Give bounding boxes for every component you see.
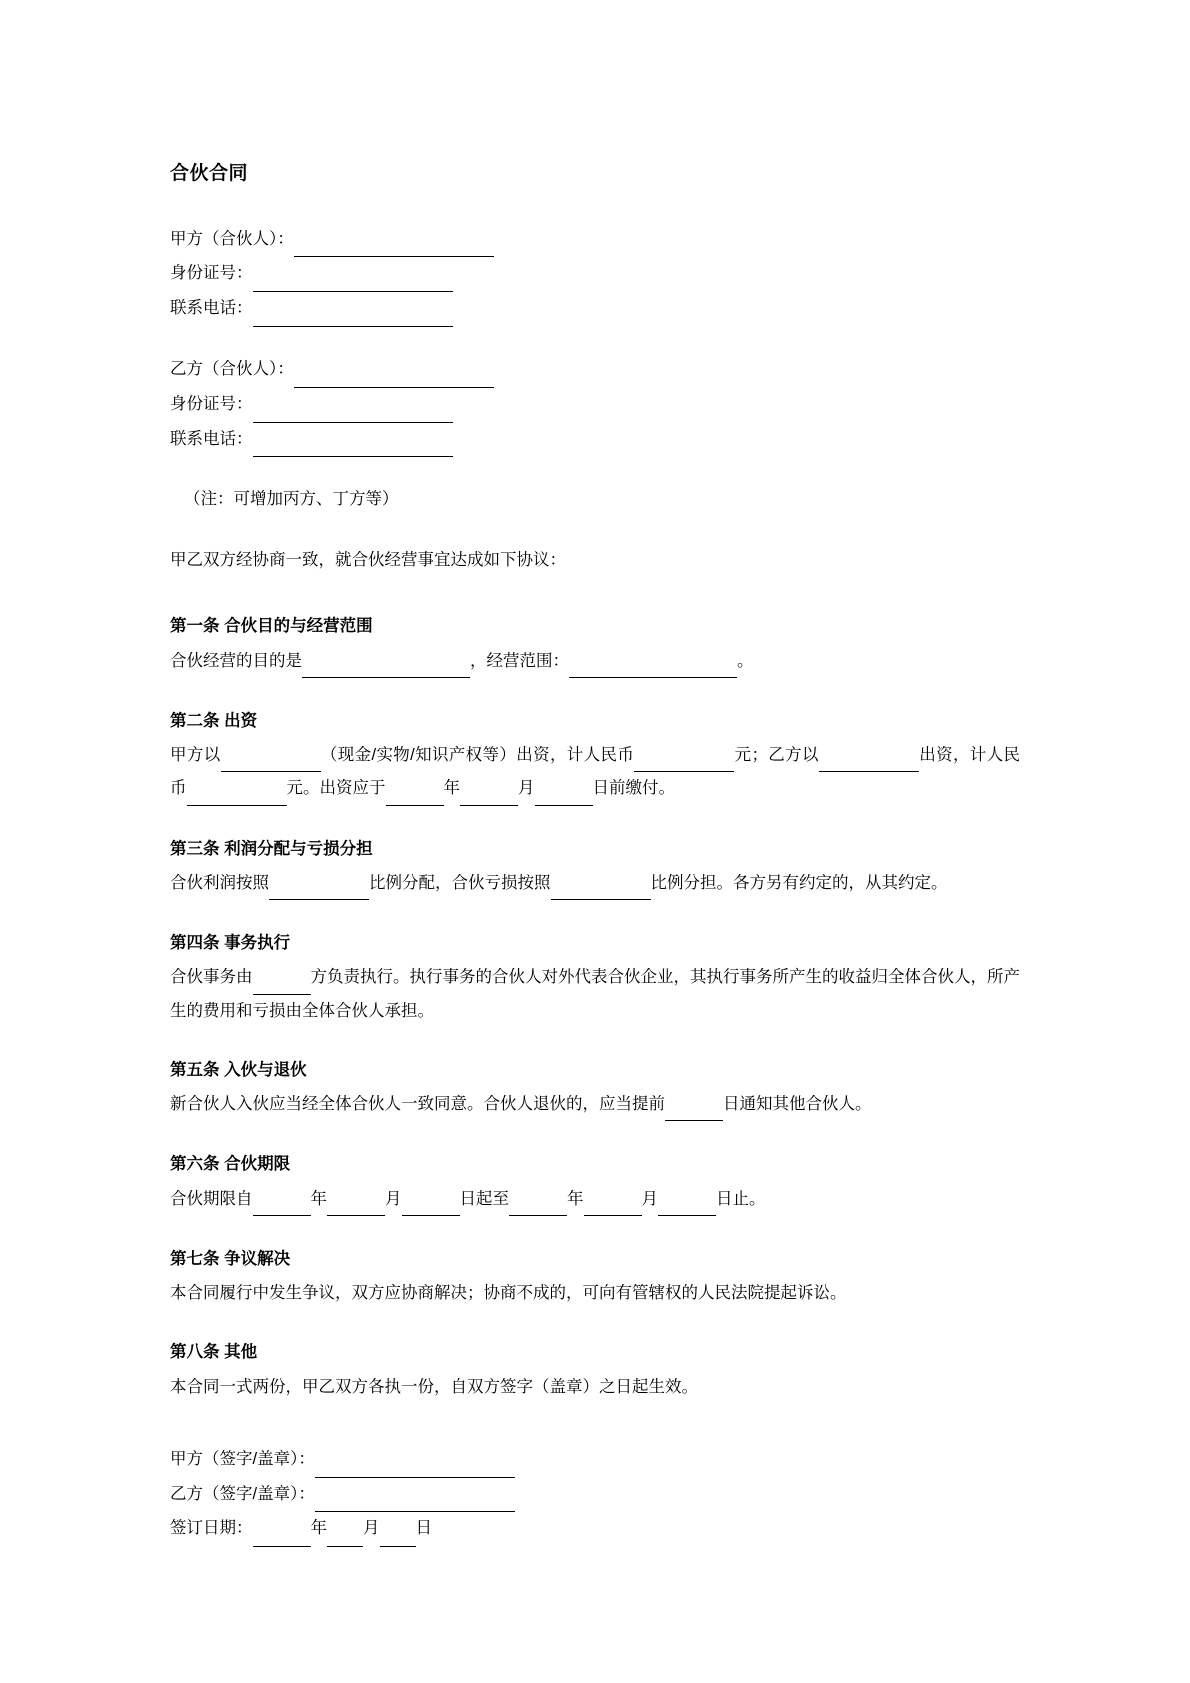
signature-month-blank[interactable] [327, 1512, 363, 1547]
clause-text: 元。出资应于 [286, 779, 386, 798]
signature-month-label: 月 [363, 1519, 380, 1538]
signature-date-label: 签订日期： [170, 1519, 253, 1538]
signature-date-line [170, 1512, 1020, 1547]
signature-day-label: 日 [415, 1519, 432, 1538]
clause-text: 比例分担。各方另有约定的，从其约定。 [650, 873, 948, 892]
party-a-block [170, 223, 1020, 327]
clause-text: 日起至 [459, 1189, 509, 1208]
clause-heading: 第四条 事务执行 [170, 934, 291, 953]
clause-body [170, 867, 1020, 900]
clause-body [170, 1277, 1020, 1309]
signature-day-blank[interactable] [380, 1512, 416, 1547]
party-a-id-blank[interactable] [253, 257, 453, 292]
clause-heading: 第一条 合伙目的与经营范围 [170, 617, 373, 636]
party-b-phone-label: 联系电话： [170, 429, 253, 448]
party-note: （注：可增加丙方、丁方等） [184, 490, 399, 509]
party-b-phone-line [170, 423, 1020, 458]
party-a-phone-blank[interactable] [253, 292, 453, 327]
party-b-name-line [170, 353, 1020, 388]
clause-text: 月 [385, 1189, 402, 1208]
clause-text: 月 [641, 1189, 658, 1208]
party-b-name-label: 乙方（合伙人）： [170, 359, 294, 378]
clause-text: 年 [443, 779, 460, 798]
agreement-intro: 甲乙双方经协商一致，就合伙经营事宜达成如下协议： [170, 551, 566, 570]
clause-body [170, 1088, 1020, 1121]
clause-text: 。 [737, 651, 754, 670]
signature-year-blank[interactable] [253, 1512, 311, 1547]
clause-text: 合伙经营的目的是 [170, 651, 302, 670]
clause-heading: 第五条 入伙与退伙 [170, 1060, 307, 1079]
clause-body [170, 645, 1020, 678]
clause-blank[interactable] [327, 1183, 385, 1216]
signature-party-b-line [170, 1478, 1020, 1513]
clause-text: 年 [310, 1189, 327, 1208]
clause-text: 比例分配，合伙亏损按照 [369, 873, 551, 892]
clause-heading: 第二条 出资 [170, 711, 258, 730]
party-a-id-line [170, 257, 1020, 292]
clause-text: 月 [518, 779, 535, 798]
clause [170, 928, 1020, 1027]
party-a-name-label: 甲方（合伙人）： [170, 229, 294, 248]
clause-heading: 第七条 争议解决 [170, 1249, 291, 1268]
clause-blank[interactable] [460, 772, 518, 805]
clause-text: 年 [567, 1189, 584, 1208]
clause-blank[interactable] [569, 645, 737, 678]
clause-body [170, 961, 1020, 1026]
clause-body [170, 1183, 1020, 1216]
signature-party-b-blank[interactable] [315, 1478, 515, 1513]
clause-heading: 第八条 其他 [170, 1343, 258, 1362]
clause-blank[interactable] [187, 772, 287, 805]
party-b-phone-blank[interactable] [253, 423, 453, 458]
party-a-name-line [170, 223, 1020, 258]
clause-blank[interactable] [253, 961, 311, 994]
clause-text: 日止。 [716, 1189, 766, 1208]
clause-list [170, 611, 1020, 1402]
clause-body [170, 739, 1020, 805]
clause [170, 1337, 1020, 1403]
clause-text: 方负责执行。执行事务的合伙人对外代表合伙企业，其执行事务所产生的收益归全体合伙人，所产生的费用和亏损由全体合伙人承担。 [170, 968, 1020, 1020]
clause [170, 1244, 1020, 1310]
clause-blank[interactable] [386, 772, 444, 805]
clause [170, 1055, 1020, 1122]
clause-blank[interactable] [535, 772, 593, 805]
clause-text: 日通知其他合伙人。 [723, 1095, 872, 1114]
clause-text: 新合伙人入伙应当经全体合伙人一致同意。合伙人退伙的，应当提前 [170, 1095, 665, 1114]
signature-block [170, 1443, 1020, 1547]
clause-heading: 第六条 合伙期限 [170, 1155, 291, 1174]
clause-text: 日前缴付。 [592, 779, 675, 798]
party-a-id-label: 身份证号： [170, 264, 253, 283]
page-title: 合伙合同 [170, 163, 249, 184]
party-b-name-blank[interactable] [294, 353, 494, 388]
clause-text: 元；乙方以 [734, 746, 819, 765]
party-b-id-blank[interactable] [253, 388, 453, 423]
clause-heading: 第三条 利润分配与亏损分担 [170, 839, 373, 858]
clause-text: 合伙事务由 [170, 968, 253, 987]
clause [170, 834, 1020, 901]
clause-blank[interactable] [665, 1088, 723, 1121]
party-b-id-line [170, 388, 1020, 423]
signature-party-a-blank[interactable] [315, 1443, 515, 1478]
clause-text: 甲方以 [170, 746, 221, 765]
clause-text: ，经营范围： [470, 651, 569, 670]
signature-party-b-label: 乙方（签字/盖章）： [170, 1484, 315, 1503]
clause-blank[interactable] [402, 1183, 460, 1216]
clause-text: 本合同履行中发生争议，双方应协商解决；协商不成的，可向有管辖权的人民法院提起诉讼。 [170, 1284, 847, 1303]
clause-blank[interactable] [509, 1183, 567, 1216]
signature-party-a-line [170, 1443, 1020, 1478]
clause-blank[interactable] [658, 1183, 716, 1216]
clause-text: 合伙利润按照 [170, 873, 269, 892]
clause-blank[interactable] [253, 1183, 311, 1216]
clause-blank[interactable] [221, 739, 321, 772]
clause [170, 706, 1020, 806]
party-b-block [170, 353, 1020, 457]
clause-body [170, 1371, 1020, 1403]
clause [170, 611, 1020, 678]
clause-text: 出资，计人民币 [170, 746, 1021, 798]
clause-blank[interactable] [269, 867, 369, 900]
clause-blank[interactable] [819, 739, 919, 772]
clause-text: 本合同一式两份，甲乙双方各执一份，自双方签字（盖章）之日起生效。 [170, 1377, 698, 1396]
party-b-id-label: 身份证号： [170, 394, 253, 413]
party-a-phone-label: 联系电话： [170, 299, 253, 318]
party-a-phone-line [170, 292, 1020, 327]
clause-blank[interactable] [634, 739, 734, 772]
signature-party-a-label: 甲方（签字/盖章）： [170, 1449, 315, 1468]
clause-blank[interactable] [551, 867, 651, 900]
clause-text: 合伙期限自 [170, 1189, 253, 1208]
clause-text: （现金/实物/知识产权等）出资，计人民币 [320, 746, 635, 765]
clause-blank[interactable] [302, 645, 470, 678]
party-a-name-blank[interactable] [294, 223, 494, 258]
clause [170, 1149, 1020, 1216]
signature-year-label: 年 [310, 1519, 327, 1538]
clause-blank[interactable] [584, 1183, 642, 1216]
